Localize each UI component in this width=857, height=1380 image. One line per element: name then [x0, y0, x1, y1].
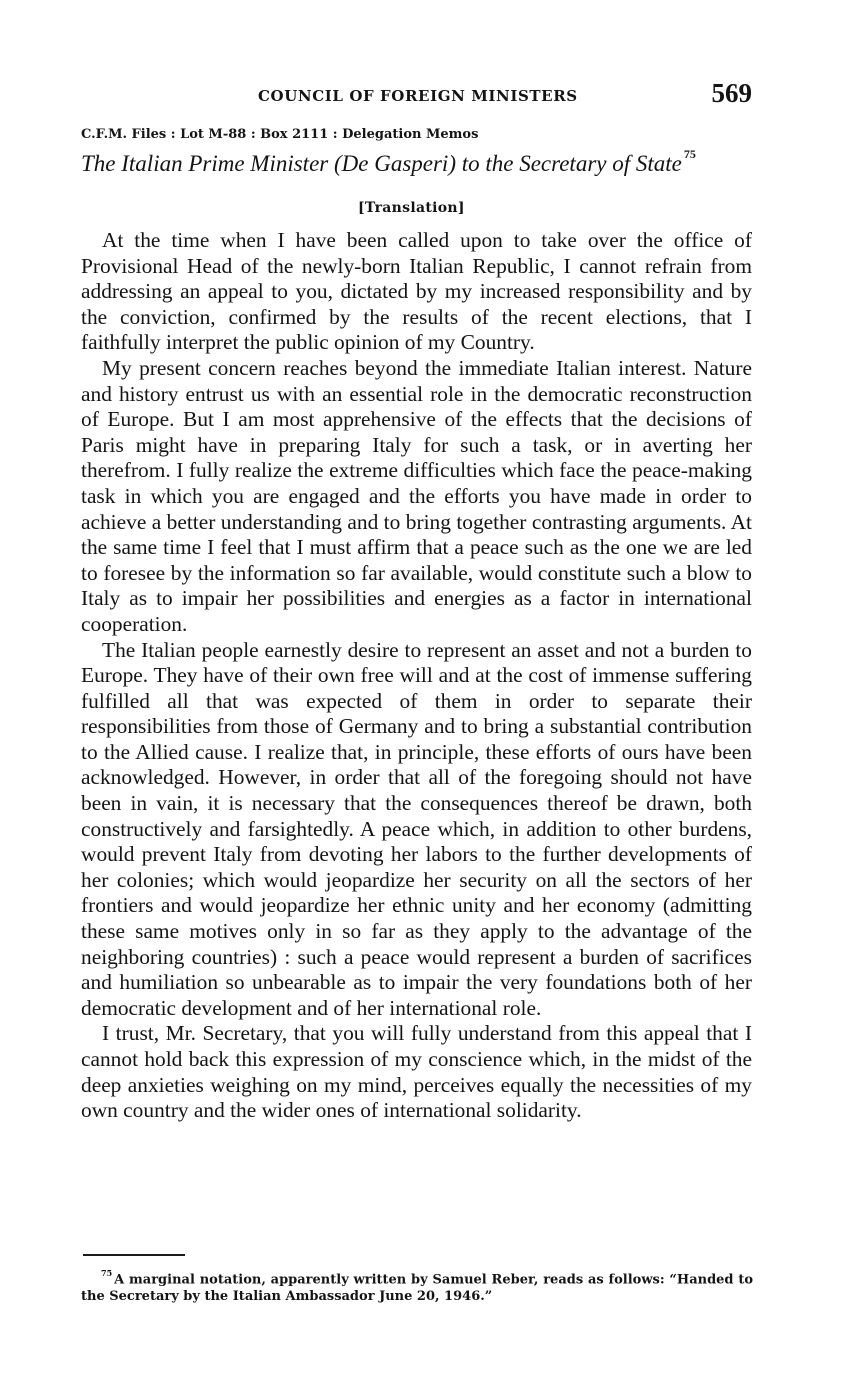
page-number: 569: [711, 78, 752, 108]
translation-note: [Translation]: [358, 200, 465, 216]
footnote-number: 75: [101, 1268, 113, 1278]
letter-body: [81, 228, 752, 1124]
document-title-text: The Italian Prime Minister (De Gasperi) to the Secretary of State: [81, 151, 682, 176]
running-head: COUNCIL OF FOREIGN MINISTERS: [258, 87, 578, 105]
body-paragraph: The Italian people earnestly desire to represent an asset and not a burden to Europe. They have of their own free will and at the cost of immense suffering fulfilled all that was expected of them in order to separate their responsibilities from those of Germany and to bring a substantial contribution to the Allied cause. I realize that, in principle, these efforts of ours have been acknowledged. However, in order that all of the foregoing should not have been in vain, it is necessary that the consequences thereof be drawn, both constructively and farsightedly. A peace which, in addition to other burdens, would prevent Italy from devoting her labors to the further developments of her colonies; which would jeopardize her security on all the sectors of her frontiers and would jeopardize her ethnic unity and her economy (admitting these same motives only in so far as they apply to the advantage of the neighboring countries) : such a peace would represent a burden of sacrifices and humiliation so unbearable as to impair the very foundations both of her democratic development and of her international role.: [81, 637, 752, 1020]
body-paragraph: My present concern reaches beyond the immediate Italian interest. Nature and history entrust us with an essential role in the democratic reconstruction of Europe. But I am most apprehensive of the effects that the decisions of Paris might have in preparing Italy for such a task, or in averting her therefrom. I fully realize the extreme difficulties which face the peace-making task in which you are engaged and the efforts you have made in order to achieve a better understanding and to bring together contrasting arguments. At the same time I feel that I must affirm that a peace such as the one we are led to foresee by the information so far available, would constitute such a blow to Italy as to impair her possibilities and energies as a factor in international cooperation.: [81, 355, 752, 636]
body-paragraph: I trust, Mr. Secretary, that you will fully understand from this appeal that I cannot hold back this expression of my conscience which, in the midst of the deep anxieties weighing on my mind, perceives equally the necessities of my own country and the wider ones of international solidarity.: [81, 1021, 752, 1123]
title-footnote-ref[interactable]: 75: [683, 147, 696, 162]
source-note: C.F.M. Files : Lot M-88 : Box 2111 : Delegation Memos: [81, 127, 479, 142]
footnote-text: A marginal notation, apparently written by Samuel Reber, reads as follows: “Handed to the Secretary by the Italian Ambassador June 20, 1946.”: [81, 1272, 753, 1305]
body-paragraph: At the time when I have been called upon to take over the office of Provisional Head of the newly-born Italian Republic, I cannot refrain from addressing an appeal to you, dictated by my increased responsibility and by the conviction, confirmed by the results of the recent elections, that I faithfully interpret the public opinion of my Country.: [81, 228, 752, 355]
footnote: [81, 1267, 753, 1305]
footnote-divider: [83, 1254, 185, 1256]
document-title: [81, 147, 761, 177]
